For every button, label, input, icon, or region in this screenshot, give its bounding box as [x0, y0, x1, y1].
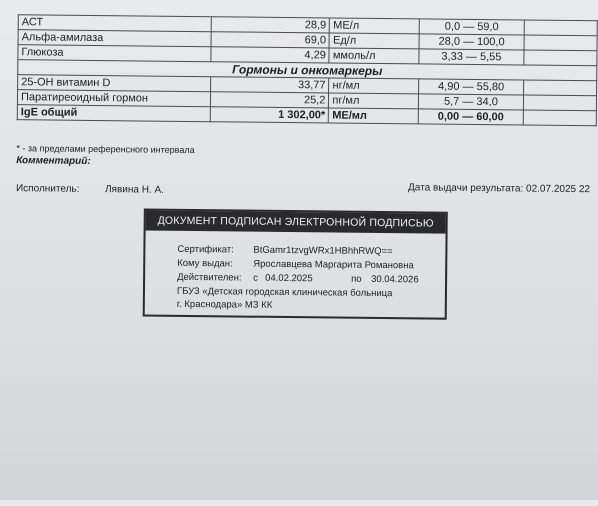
electronic-signature-stamp: [143, 209, 448, 320]
test-name: Глюкоза: [18, 45, 212, 62]
issued-to-value: Ярославцева Маргарита Романовна: [253, 258, 414, 272]
test-unit: пг/мл: [329, 93, 419, 109]
valid-label: Действителен:: [177, 271, 242, 284]
empty-cell: [524, 20, 597, 36]
test-name: IgE общий: [17, 105, 211, 122]
issued-to-label: Кому выдан:: [177, 257, 233, 270]
valid-from-prefix: с: [253, 272, 258, 284]
test-unit: нг/мл: [329, 78, 419, 94]
test-unit: МЕ/мл: [329, 108, 419, 124]
test-value: 25,2: [211, 92, 329, 108]
test-value: 33,77: [211, 77, 329, 93]
certificate-value: BtGamr1tzvgWRx1HBhhRWQ==: [253, 244, 393, 258]
test-value: 69,0: [211, 32, 329, 48]
test-unit: Ед/л: [329, 33, 419, 49]
test-name: Паратиреоидный гормон: [17, 90, 211, 107]
test-unit: МЕ/л: [330, 18, 420, 34]
comments-label: Комментарий:: [16, 155, 91, 167]
results-table: [17, 14, 598, 126]
issue-date-block: [408, 182, 590, 195]
issue-date-label: Дата выдачи результата:: [407, 182, 524, 195]
test-value: 28,9: [212, 17, 330, 33]
empty-cell: [524, 50, 597, 66]
certificate-label: Сертификат:: [177, 243, 234, 256]
test-reference: 0,0 — 59,0: [419, 19, 524, 35]
test-reference: 4,90 — 55,80: [419, 79, 524, 95]
test-reference: 5,7 — 34,0: [418, 94, 523, 110]
footnote: * - за пределами референсного интервала: [16, 143, 195, 156]
organization-line-2: г. Краснодара» МЗ КК: [176, 298, 273, 311]
empty-cell: [524, 35, 597, 51]
section-title: Гормоны и онкомаркеры: [18, 60, 597, 81]
executor-name: Лявина Н. А.: [104, 184, 165, 196]
empty-cell: [523, 110, 596, 126]
executor-label: Исполнитель:: [15, 183, 80, 195]
test-reference: 0,00 — 60,00: [418, 109, 523, 125]
test-name: Альфа-амилаза: [18, 30, 212, 47]
valid-to-prefix: по: [351, 273, 362, 285]
empty-cell: [524, 80, 597, 96]
test-reference: 3,33 — 5,55: [419, 49, 524, 65]
empty-cell: [523, 95, 596, 111]
organization-line-1: ГБУЗ «Детская городская клиническая больница: [176, 285, 393, 300]
test-value: 4,29: [211, 47, 329, 63]
test-unit: ммоль/л: [329, 48, 419, 64]
test-value: 1 302,00*: [211, 107, 329, 123]
stamp-header: ДОКУМЕНТ ПОДПИСАН ЭЛЕКТРОННОЙ ПОДПИСЬЮ: [146, 211, 446, 234]
test-name: АСТ: [18, 15, 212, 32]
test-name: 25-OH витамин D: [18, 75, 212, 92]
test-reference: 28,0 — 100,0: [419, 34, 524, 50]
valid-from-date: 04.02.2025: [265, 272, 313, 285]
issue-date-value: 02.07.2025 22: [525, 183, 591, 196]
valid-to-date: 30.04.2026: [371, 273, 419, 286]
